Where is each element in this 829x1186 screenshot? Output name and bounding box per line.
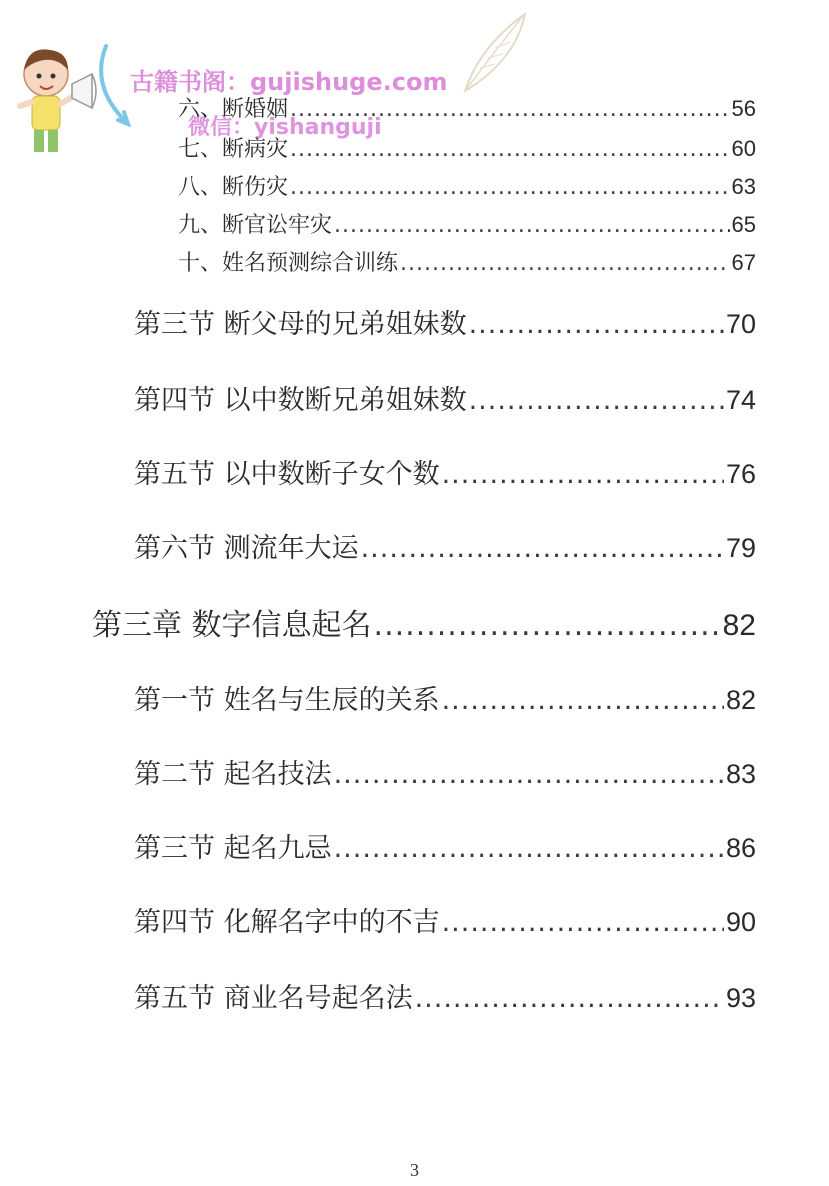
toc-item (178, 246, 756, 277)
watermark-site-text: 古籍书阁：gujishuge.com (130, 68, 448, 96)
toc-chapter-page: 82 (722, 609, 756, 642)
toc-chapter-title: 第三章 数字信息起名 (92, 608, 372, 643)
watermark-wechat-text: 微信：yishanguji (188, 115, 382, 140)
toc-section-title: 第一节 姓名与生辰的关系 (134, 685, 440, 716)
cartoon-mascot-icon (8, 36, 158, 166)
toc-leader-dots (442, 907, 724, 938)
toc-section-page: 74 (725, 385, 756, 415)
toc-section-title: 第六节 测流年大运 (134, 533, 359, 564)
toc-section-title: 第二节 起名技法 (134, 759, 332, 790)
toc-leader-dots (400, 251, 730, 276)
toc-leader-dots (374, 608, 721, 643)
toc-section (134, 752, 756, 791)
toc-section (134, 976, 756, 1015)
toc-section (134, 302, 756, 341)
toc-section-title: 第五节 以中数断子女个数 (134, 459, 440, 490)
toc-section (134, 678, 756, 717)
toc-item-title: 七、断病灾 (178, 137, 289, 162)
toc-section-page: 90 (725, 907, 756, 937)
leaf-icon (455, 6, 535, 96)
toc-section (134, 826, 756, 865)
toc-section-page: 70 (725, 309, 756, 339)
page-number: 3 (410, 1160, 419, 1180)
toc-item (178, 92, 756, 123)
toc-section-page: 82 (725, 685, 756, 715)
toc-item-page: 60 (731, 136, 756, 161)
toc-leader-dots (415, 983, 724, 1014)
toc-section-page: 83 (725, 759, 756, 789)
toc-section (134, 900, 756, 939)
toc-leader-dots (442, 685, 724, 716)
toc-leader-dots (290, 137, 730, 162)
toc-item (178, 132, 756, 163)
toc-item-page: 63 (731, 174, 756, 199)
toc-item-title: 十、姓名预测综合训练 (178, 251, 399, 276)
toc-leader-dots (334, 833, 724, 864)
toc-leader-dots (334, 213, 730, 238)
toc-section-title: 第四节 化解名字中的不吉 (134, 907, 440, 938)
toc-item (178, 208, 756, 239)
toc-leader-dots (469, 309, 724, 340)
toc-chapter (92, 600, 756, 644)
toc-item (178, 170, 756, 201)
toc-section-page: 76 (725, 459, 756, 489)
toc-section-title: 第三节 起名九忌 (134, 833, 332, 864)
toc-leader-dots (469, 385, 724, 416)
toc-section-title: 第三节 断父母的兄弟姐妹数 (134, 309, 467, 340)
toc-item-title: 八、断伤灾 (178, 175, 289, 200)
toc-item-title: 九、断官讼牢灾 (178, 213, 333, 238)
toc-section-title: 第五节 商业名号起名法 (134, 983, 413, 1014)
toc-section-page: 79 (725, 533, 756, 563)
toc-section (134, 452, 756, 491)
toc-leader-dots (334, 759, 724, 790)
toc-item-page: 65 (731, 212, 756, 237)
toc-item-page: 67 (731, 250, 756, 275)
toc-leader-dots (290, 175, 730, 200)
toc-leader-dots (290, 97, 730, 122)
toc-leader-dots (361, 533, 724, 564)
toc-leader-dots (442, 459, 724, 490)
toc-section-page: 86 (725, 833, 756, 863)
toc-section (134, 378, 756, 417)
toc-section (134, 526, 756, 565)
toc-section-page: 93 (725, 983, 756, 1013)
toc-item-title: 六、断婚姻 (178, 97, 289, 122)
toc-item-page: 56 (731, 96, 756, 121)
toc-section-title: 第四节 以中数断兄弟姐妹数 (134, 385, 467, 416)
